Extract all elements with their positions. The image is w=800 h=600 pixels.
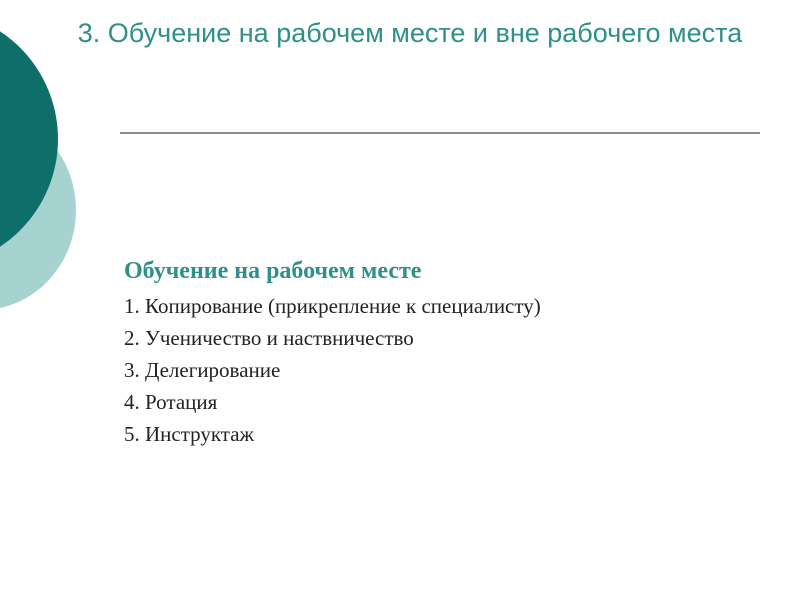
subheading: Обучение на рабочем месте [124, 258, 422, 284]
training-methods-list [124, 290, 764, 450]
list-item: 1. Копирование (прикрепление к специалисту) [124, 294, 541, 318]
list-item: 4. Ротация [124, 390, 218, 414]
slide-content [124, 254, 764, 450]
slide-title: 3. Обучение на рабочем месте и вне рабочего места [77, 18, 743, 48]
title-divider [120, 132, 760, 134]
list-item: 2. Ученичество и наствничество [124, 326, 414, 350]
list-item: 5. Инструктаж [124, 422, 255, 446]
list-item: 3. Делегирование [124, 358, 281, 382]
